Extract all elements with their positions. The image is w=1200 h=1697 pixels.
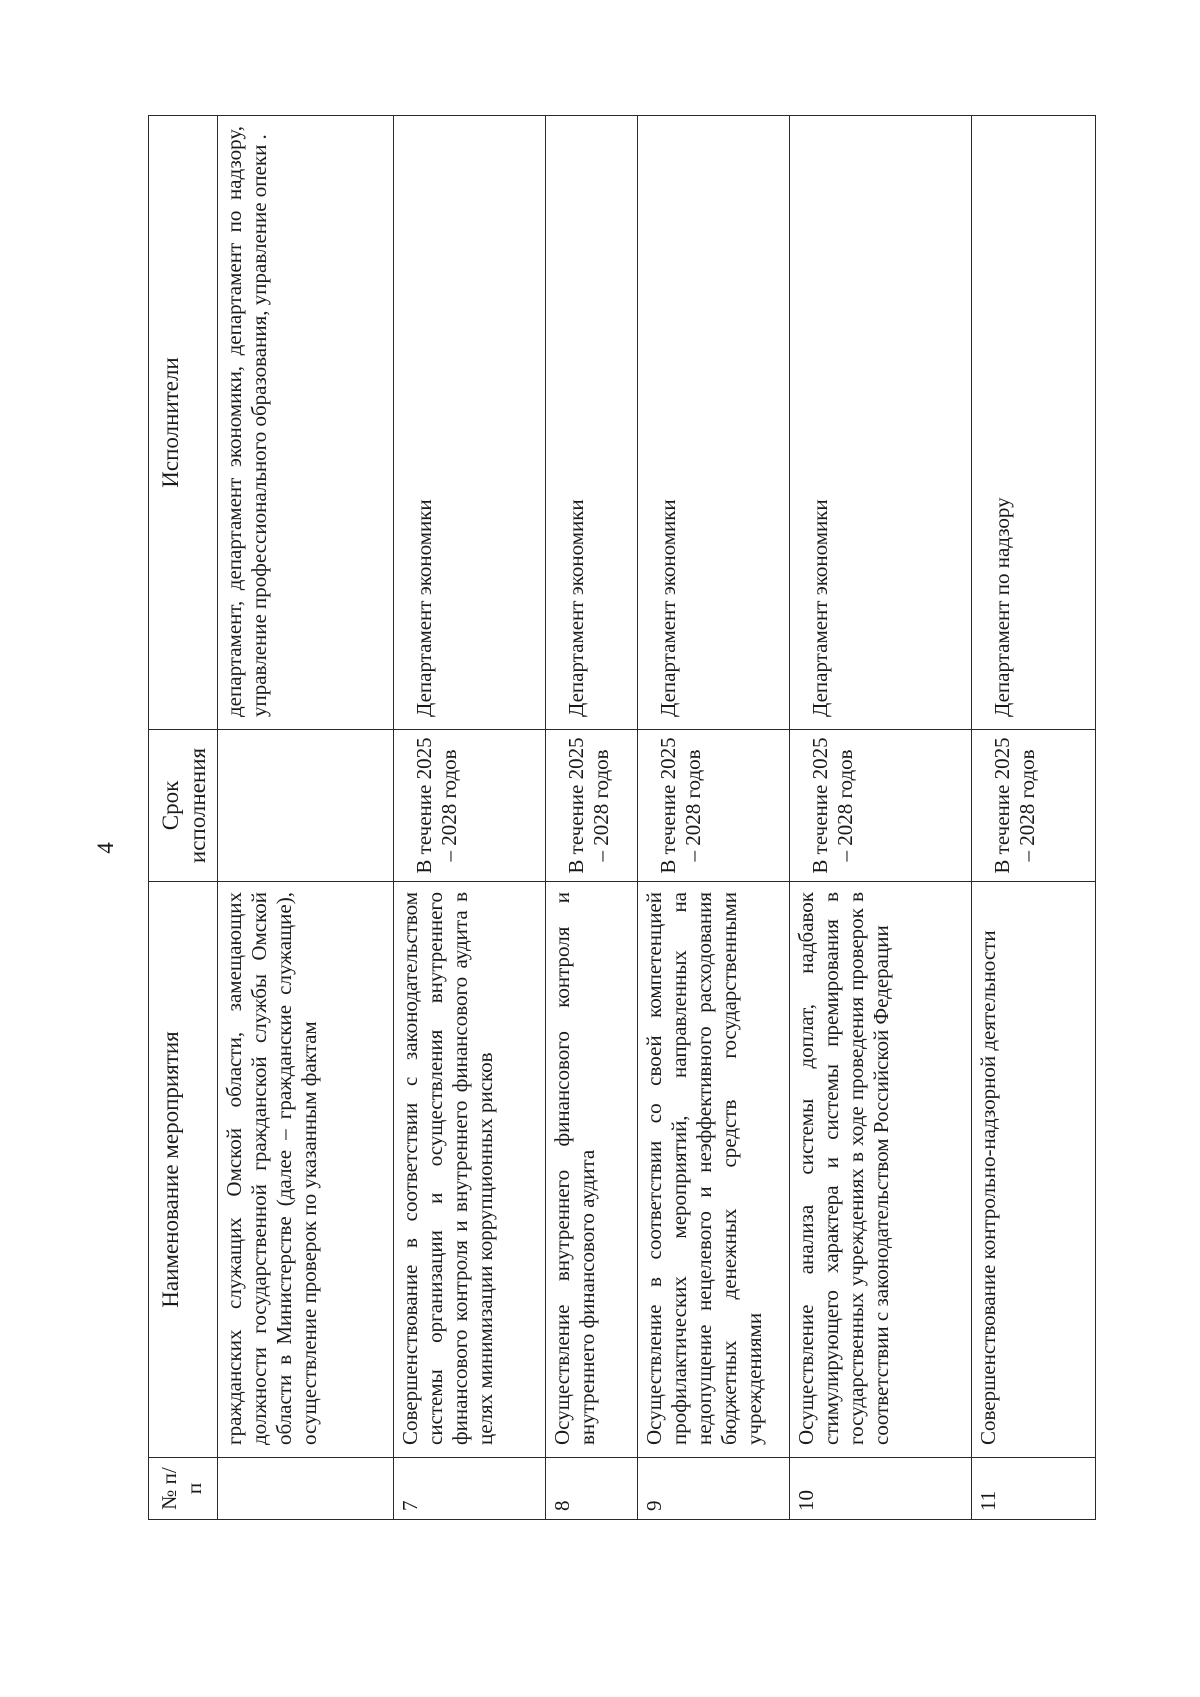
header-executors: Исполнители	[149, 116, 218, 730]
rotated-page-content	[148, 116, 1180, 1520]
row-name: Совершенствование контрольно-надзорной деятельности	[972, 882, 1096, 1458]
table-row	[218, 116, 394, 1520]
row-name: Совершенствование в соответствии с законодательством системы организации и осуществления внутреннего финансового контроля и внутреннего финансового аудита в целях минимизации коррупционных рисков	[394, 882, 546, 1458]
row-executors: Департамент по надзору	[972, 116, 1096, 730]
table-row	[546, 116, 638, 1520]
table-row	[638, 116, 790, 1520]
header-num: № п/п	[149, 1458, 218, 1520]
row-name: Осуществление в соответствии со своей компетенцией профилактических мероприятий, направленных на недопущение нецелевого и неэффективного расходования бюджетных денежных средств государственными учреждениями	[638, 882, 790, 1458]
row-name: гражданских служащих Омской области, замещающих должности государственной гражданской службы Омской области в Министерстве (далее – гражданские служащие), осуществление проверок по указанным фактам	[218, 882, 394, 1458]
row-executors: Департамент экономики	[546, 116, 638, 730]
row-executors: Департамент экономики	[394, 116, 546, 730]
row-term	[218, 730, 394, 882]
row-term: В течение 2025 – 2028 годов	[394, 730, 546, 882]
row-term: В течение 2025 – 2028 годов	[546, 730, 638, 882]
row-num: 7	[394, 1458, 546, 1520]
header-name: Наименование мероприятия	[149, 882, 218, 1458]
row-executors: Департамент экономики	[638, 116, 790, 730]
table-header-row	[149, 116, 218, 1520]
row-executors: Департамент экономики	[790, 116, 972, 730]
row-term: В течение 2025 – 2028 годов	[638, 730, 790, 882]
header-term: Срок исполнения	[149, 730, 218, 882]
row-num: 10	[790, 1458, 972, 1520]
row-num: 9	[638, 1458, 790, 1520]
row-num: 11	[972, 1458, 1096, 1520]
row-executors: департамент, департамент экономики, департамент по надзору, управление профессионального образования, управление опеки .	[218, 116, 394, 730]
page-number: 4	[93, 842, 118, 854]
table-row	[972, 116, 1096, 1520]
table-row	[790, 116, 972, 1520]
row-name: Осуществление внутреннего финансового контроля и внутреннего финансового аудита	[546, 882, 638, 1458]
row-term: В течение 2025 – 2028 годов	[790, 730, 972, 882]
row-num: 8	[546, 1458, 638, 1520]
measures-table	[148, 115, 1096, 1520]
table-row	[394, 116, 546, 1520]
row-name: Осуществление анализа системы доплат, надбавок стимулирующего характера и системы премирования в государственных учреждениях в ходе проведения проверок в соответствии с законодательством Российской Федерации	[790, 882, 972, 1458]
row-term: В течение 2025 – 2028 годов	[972, 730, 1096, 882]
row-num	[218, 1458, 394, 1520]
